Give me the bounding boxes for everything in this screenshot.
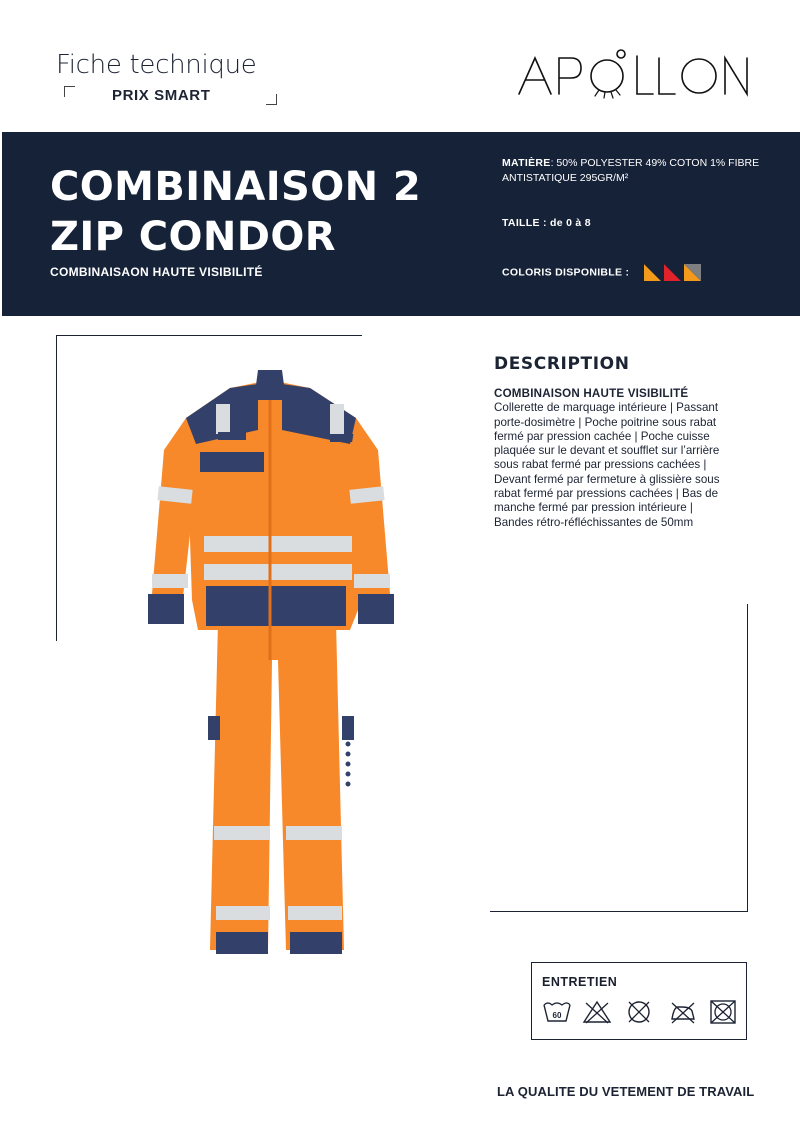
- care-box: [531, 962, 747, 1040]
- spec-size-value: : de 0 à 8: [539, 217, 591, 229]
- color-swatch-red-navy[interactable]: [664, 264, 681, 281]
- color-swatch-orange-grey[interactable]: [684, 264, 701, 281]
- coverall-image: [100, 360, 440, 1000]
- frame-line-bottom: [490, 911, 748, 912]
- footer-tagline: LA QUALITE DU VETEMENT DE TRAVAIL: [497, 1084, 755, 1099]
- no-tumble-dry-icon: [708, 999, 738, 1025]
- spec-colors-label: COLORIS DISPONIBLE :: [502, 266, 630, 279]
- product-title-line-1: COMBINAISON 2: [50, 164, 422, 210]
- description-body: Collerette de marquage intérieure | Passant porte-dosimètre | Poche poitrine sous rabat fermé par pression cachée | Poche cuisse plaquée sur le devant et soufflet sur l’arrière sous rabat fermé par pressions cachées | Devant fermé par fermeture à glissière sous rabat fermé par pressions cachées | Bas de manche fermé par pression intérieure | Bandes rétro-réfléchissantes de 50mm: [494, 401, 720, 529]
- description-subheading: COMBINAISON HAUTE VISIBILITÉ: [494, 387, 689, 400]
- spec-material-label: MATIÈRE: [502, 157, 551, 169]
- document-subtitle: PRIX SMART: [112, 87, 211, 104]
- no-iron-icon: [668, 999, 698, 1025]
- spec-size: [502, 216, 591, 231]
- brand-logo: [515, 46, 755, 104]
- no-bleach-icon: [582, 999, 612, 1025]
- description-heading: DESCRIPTION: [494, 354, 630, 374]
- no-dry-clean-icon: [624, 999, 654, 1025]
- bracket-top-left: [64, 86, 75, 97]
- frame-line-top: [56, 335, 362, 336]
- care-title: ENTRETIEN: [542, 975, 618, 989]
- product-subtitle: COMBINAISAON HAUTE VISIBILITÉ: [50, 265, 263, 279]
- spec-size-label: TAILLE: [502, 217, 540, 229]
- frame-line-left: [56, 335, 57, 641]
- color-swatch-orange-navy[interactable]: [644, 264, 661, 281]
- bracket-bottom-right: [266, 94, 277, 105]
- description-text: [494, 387, 734, 530]
- spec-material-value: : 50% POLYESTER 49% COTON 1% FIBRE ANTISTATIQUE 295GR/M²: [502, 157, 760, 184]
- spec-material: [502, 156, 800, 186]
- spec-colors: [502, 264, 701, 281]
- wash-temp-label: 60: [552, 1011, 562, 1020]
- document-kind: Fiche technique: [56, 50, 257, 80]
- product-title-line-2: ZIP CONDOR: [50, 214, 336, 260]
- wash-60-icon: [542, 999, 572, 1025]
- product-title: [50, 162, 470, 262]
- frame-line-right: [747, 604, 748, 912]
